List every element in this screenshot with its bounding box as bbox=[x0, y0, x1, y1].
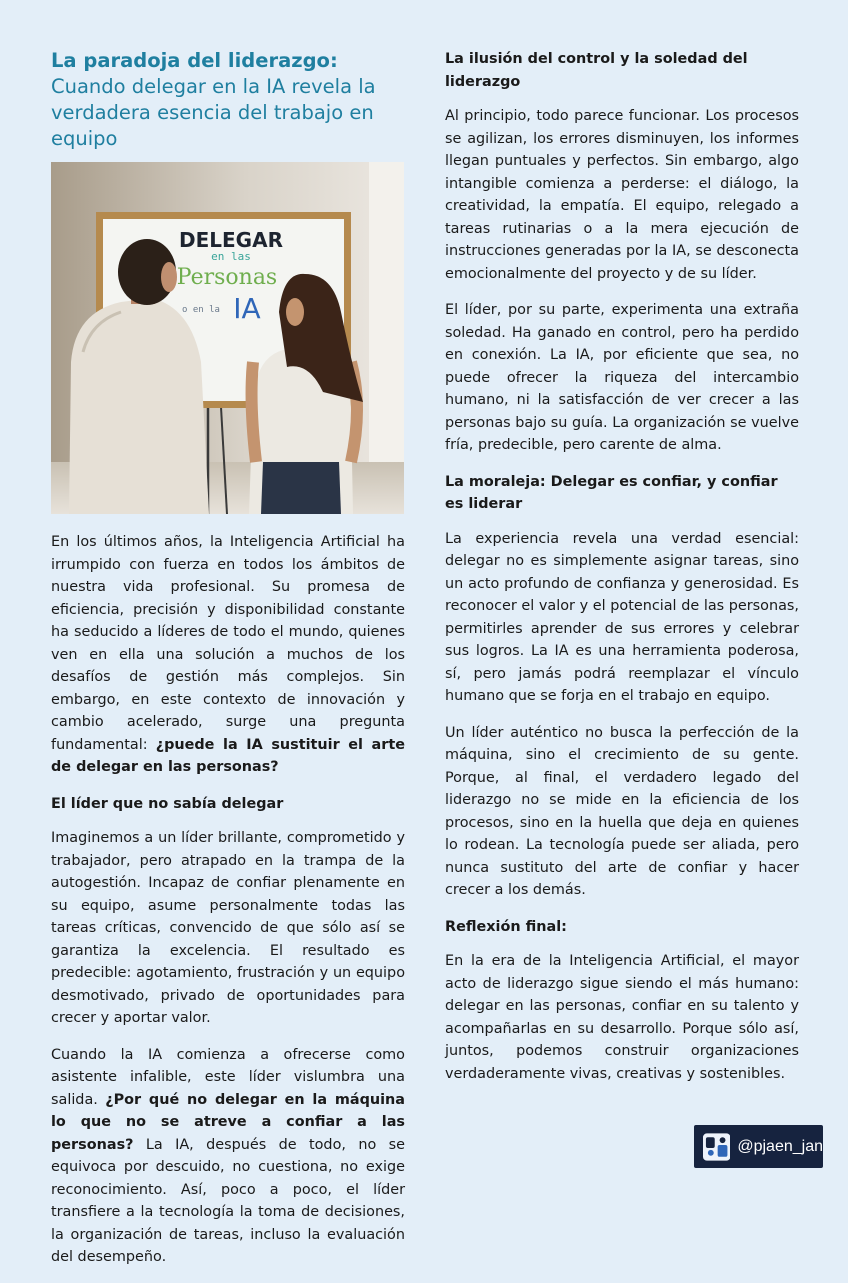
section3-heading: La moraleja: Delegar es confiar, y confiar es liderar bbox=[445, 473, 778, 512]
title-rest: Cuando delegar en la IA revela la verdadera esencia del trabajo en equipo bbox=[51, 75, 376, 150]
board-word-ia: IA bbox=[233, 292, 261, 325]
title-bold: La paradoja del liderazgo: bbox=[51, 49, 338, 72]
article-title bbox=[51, 48, 405, 152]
section2-heading: La ilusión del control y la soledad del liderazgo bbox=[445, 51, 748, 90]
brand-badge[interactable] bbox=[694, 1125, 823, 1168]
board-word-o-en-la: o en la bbox=[182, 305, 220, 315]
section1-p2-start: Cuando la IA comienza a ofrecerse como asistente infalible, este líder vislumbra una salida. bbox=[51, 1046, 405, 1108]
section1-paragraph-1: Imaginemos a un líder brillante, comprometido y trabajador, pero atrapado en la trampa de la autogestión. Incapaz de confiar plenamente en su equipo, asume personalmente todas las tareas críticas, convencido de que sólo así se garantiza la excelencia. El resultado es predecible: agotamiento, frustración y un equipo desmotivado, privado de oportunidades para crecer y aportar valor. bbox=[51, 830, 405, 1026]
article-photo bbox=[51, 162, 404, 514]
brand-logo-icon bbox=[703, 1133, 730, 1161]
section2-paragraph-1: Al principio, todo parece funcionar. Los procesos se agilizan, los errores disminuyen, los informes llegan puntuales y perfectos. Sin embargo, algo intangible comienza a perderse: el diálogo, la creatividad, la empatía. El equipo, relegado a tareas rutinarias o a la mera ejecución de instrucciones generadas por la IA, se desconecta emocionalmente del proyecto y de su líder. bbox=[445, 108, 799, 282]
left-column bbox=[51, 48, 405, 1283]
brand-handle: @pjaen_jan bbox=[737, 1137, 823, 1155]
section1-heading: El líder que no sabía delegar bbox=[51, 795, 284, 812]
board-word-personas: Personas bbox=[176, 265, 278, 290]
section3-paragraph-2: Un líder auténtico no busca la perfección de la máquina, sino el crecimiento de su gente. Porque, al final, el verdadero legado del liderazgo no se mide en la eficiencia de los procesos, sino en la huella que deja en quienes lo rodean. La tecnología puede ser aliada, pero nunca sustituto del arte de confiar y hacer crecer a los demás. bbox=[445, 724, 799, 898]
section4-heading: Reflexión final: bbox=[445, 918, 567, 935]
section1-p2-question: ¿Por qué no delegar en la máquina lo que no se atreve a confiar a las personas? bbox=[51, 1091, 406, 1153]
right-column bbox=[445, 48, 799, 1099]
window-light bbox=[369, 162, 404, 472]
section1-paragraph-2 bbox=[51, 1044, 405, 1269]
intro-question: ¿puede la IA sustituir el arte de delegar en las personas? bbox=[51, 736, 405, 775]
section3-paragraph-1: La experiencia revela una verdad esencial: delegar no es simplemente asignar tareas, sino un acto profundo de confianza y generosidad. Es reconocer el valor y el potencial de las personas, permitirles aprender de sus errores y celebrar sus logros. La IA es una herramienta poderosa, sí, pero jamás podrá reemplazar el vínculo humano que se forja en el trabajo en equipo. bbox=[445, 530, 799, 704]
intro-text: En los últimos años, la Inteligencia Artificial ha irrumpido con fuerza en todos los ámbitos de nuestra vida profesional. Su promesa de eficiencia, precisión y disponibilidad constante ha seducido a líderes de todo el mundo, quienes ven en ella una solución a muchos de los desafíos de gestión más complejos. Sin embargo, en este contexto de innovación y cambio acelerado, surge una pregunta fundamental: bbox=[51, 534, 405, 753]
photo-illustration bbox=[51, 162, 404, 514]
intro-paragraph bbox=[51, 531, 405, 779]
board-word-en-las: en las bbox=[211, 250, 251, 263]
section2-paragraph-2: El líder, por su parte, experimenta una extraña soledad. Ha ganado en control, pero ha perdido en conexión. La IA, por eficiente que sea, no puede ofrecer la riqueza del intercambio humano, ni la satisfacción de ver crecer a las personas bajo su guía. La organización se vuelve fría, predecible, pero carente de alma. bbox=[445, 302, 799, 453]
section4-paragraph-1: En la era de la Inteligencia Artificial, el mayor acto de liderazgo sigue siendo el más humano: delegar en las personas, confiar en su talento y acompañarlas en su desarrollo. Porque sólo así, juntos, podemos construir organizaciones verdaderamente vivas, creativas y sostenibles. bbox=[445, 953, 799, 1082]
section1-p2-end: La IA, después de todo, no se equivoca por descuido, no cuestiona, no exige reconocimiento. Así, poco a poco, el líder transfiere a la tecnología la toma de decisiones, la organización de tareas, incluso la evaluación del desempeño. bbox=[51, 1136, 405, 1265]
board-word-delegar: DELEGAR bbox=[179, 228, 283, 252]
